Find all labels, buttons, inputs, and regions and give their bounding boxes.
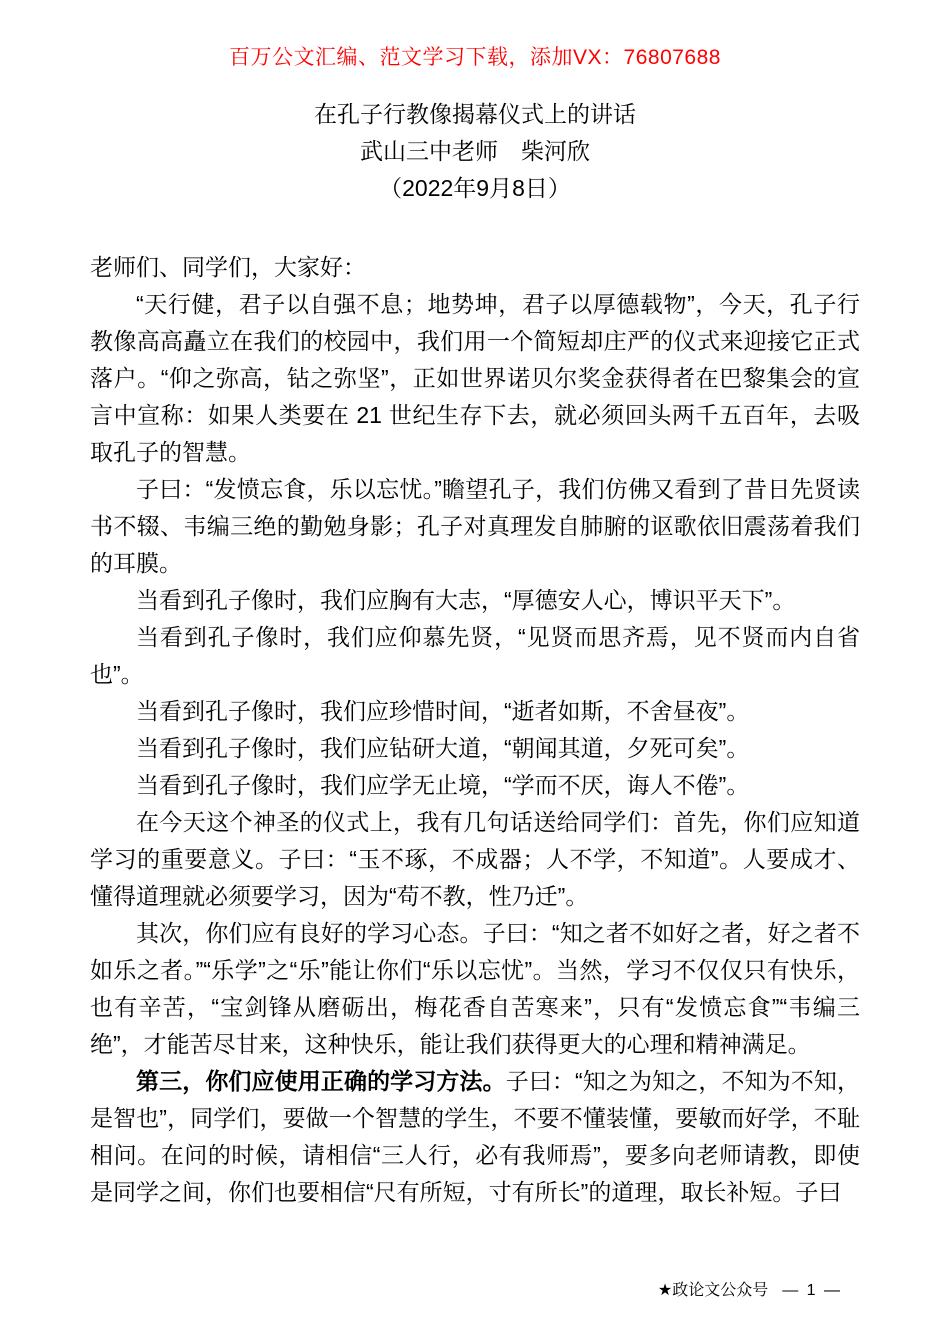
paragraph [90,1063,860,1211]
document-title: 在孔子行教像揭幕仪式上的讲话 [314,101,636,127]
paragraph-text: 当看到孔子像时，我们应钻研大道，“朝闻其道，夕死可矣”。 [136,735,750,761]
page-footer [658,1281,842,1301]
page-number: — 1 — [782,1282,842,1299]
title-block [0,96,950,207]
paragraph-text: 当看到孔子像时，我们应珍惜时间，“逝者如斯，不舍昼夜”。 [136,698,750,724]
paragraph-text: 老师们、同学们，大家好： [90,254,366,280]
paragraph [90,730,860,767]
paragraph-text: 子曰：“发愤忘食，乐以忘忧。”瞻望孔子，我们仿佛又看到了昔日先贤读书不辍、韦编三绝的勤勉身影；孔子对真理发自肺腑的讴歌依旧震荡着我们的耳膜。 [90,476,860,576]
header-notice: 百万公文汇编、范文学习下载，添加VX：76807688 [229,46,721,69]
paragraph-text: 子曰：“知之为知之，不知为不知，是智也”，同学们，要做一个智慧的学生，不要不懂装懂，要敏而好学，不耻相问。在问的时候，请相信“三人行，必有我师焉”，要多向老师请教，即使是同学之间，你们也要相信“尺有所短，寸有所长”的道理，取长补短。子曰 [90,1068,860,1205]
paragraph [90,471,860,582]
paragraph [90,767,860,804]
paragraph-text: “天行健，君子以自强不息；地势坤，君子以厚德载物”，今天，孔子行教像高高矗立在我们的校园中，我们用一个简短却庄严的仪式来迎接它正式落户。“仰之弥高，钻之弥坚”，正如世界诺贝尔奖金获得者在巴黎集会的宣言中宣称：如果人类要在 21 世纪生存下去，就必须回头两千五百年，去吸取孔子的智慧。 [90,291,860,465]
paragraph-text: 当看到孔子像时，我们应仰慕先贤，“见贤而思齐焉，见不贤而内自省也”。 [90,624,860,687]
paragraph-text: 当看到孔子像时，我们应胸有大志，“厚德安人心，博识平天下”。 [136,587,796,613]
date-line: （2022年9月8日） [379,175,571,201]
paragraph [90,582,860,619]
paragraph [90,915,860,1063]
paragraph-greeting [90,249,860,286]
paragraph [90,804,860,915]
paragraph-text: 其次，你们应有良好的学习心态。子曰：“知之者不如好之者，好之者不如乐之者。”“乐学”之“乐”能让你们“乐以忘忧”。当然，学习不仅仅只有快乐，也有辛苦，“宝剑锋从磨砺出，梅花香自苦寒来”，只有“发愤忘食”“韦编三绝”，才能苦尽甘来，这种快乐，能让我们获得更大的心理和精神满足。 [90,920,860,1057]
author-line: 武山三中老师 柴河欣 [360,138,590,164]
paragraph [90,693,860,730]
paragraph-text: 当看到孔子像时，我们应学无止境，“学而不厌，诲人不倦”。 [136,772,750,798]
paragraph-text: 在今天这个神圣的仪式上，我有几句话送给同学们：首先，你们应知道学习的重要意义。子曰：“玉不琢，不成器；人不学，不知道”。人要成才、懂得道理就必须要学习，因为“苟不教，性乃迁”。 [90,809,860,909]
paragraph [90,286,860,471]
paragraph-lead-bold: 第三，你们应使用正确的学习方法。 [136,1068,506,1094]
paragraph [90,619,860,693]
document-body [90,249,860,1211]
footer-label: ★政论文公众号 [657,1282,769,1299]
